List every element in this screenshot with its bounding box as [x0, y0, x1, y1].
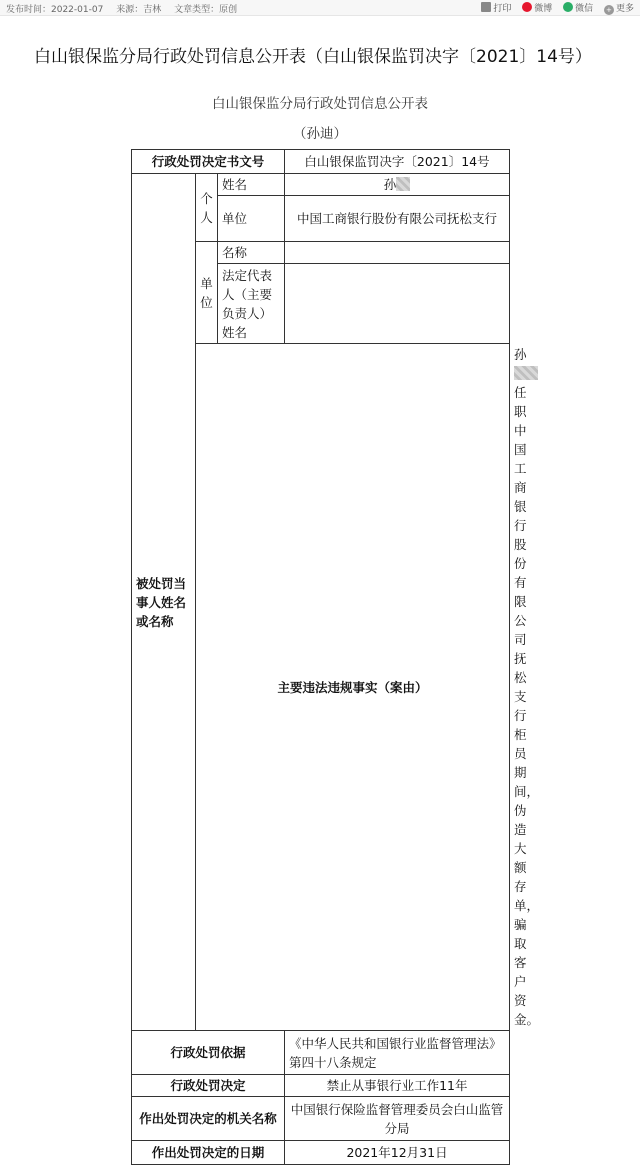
basis-value: 《中华人民共和国银行业监督管理法》第四十八条规定 — [285, 1031, 510, 1075]
article-type: 文章类型：原创 — [174, 5, 238, 15]
article-meta — [6, 2, 247, 15]
name-label: 姓名 — [218, 174, 285, 196]
legal-rep-label: 法定代表人（主要负责人）姓名 — [218, 264, 285, 344]
page-title: 白山银保监分局行政处罚信息公开表（白山银保监罚决字〔2021〕14号） — [34, 47, 592, 67]
org-name-value — [285, 242, 510, 264]
table-row — [132, 1031, 510, 1075]
decision-value: 禁止从事银行业工作11年 — [285, 1075, 510, 1097]
print-icon — [481, 2, 491, 12]
legal-rep-value — [285, 264, 510, 344]
print-button[interactable]: 打印 — [481, 1, 511, 14]
unit-value: 中国工商银行股份有限公司抚松支行 — [285, 196, 510, 242]
table-row — [132, 174, 510, 196]
basis-label: 行政处罚依据 — [132, 1031, 285, 1075]
share-weibo-button[interactable]: 微博 — [522, 1, 552, 14]
article-source: 来源：吉林 — [116, 5, 162, 15]
person-name-title: （孙迪） — [293, 126, 347, 142]
doc-number-value: 白山银保监罚决字〔2021〕14号 — [285, 150, 510, 174]
individual-label: 个人 — [196, 174, 218, 242]
redaction-mosaic — [514, 366, 538, 380]
more-button[interactable]: + 更多 — [604, 1, 634, 15]
name-value: 孙 — [285, 174, 510, 196]
wechat-icon — [563, 2, 573, 12]
decision-label: 行政处罚决定 — [132, 1075, 285, 1097]
share-wechat-button[interactable]: 微信 — [563, 1, 593, 14]
authority-value: 中国银行保险监督管理委员会白山监管分局 — [285, 1097, 510, 1141]
article-meta-bar — [0, 0, 640, 16]
table-row — [132, 1097, 510, 1141]
redaction-mosaic — [396, 177, 410, 191]
table-row — [132, 150, 510, 174]
date-label: 作出处罚决定的日期 — [132, 1141, 285, 1165]
party-label: 被处罚当事人姓名或名称 — [132, 174, 196, 1031]
weibo-icon — [522, 2, 532, 12]
more-icon: + — [604, 5, 614, 15]
facts-label: 主要违法违规事实（案由） — [196, 344, 510, 1031]
doc-number-label: 行政处罚决定书文号 — [132, 150, 285, 174]
unit-label: 单位 — [218, 196, 285, 242]
organization-label: 单位 — [196, 242, 218, 344]
table-row: 主要违法违规事实（案由） 孙任职中国工商银行股份有限公司抚松支行柜员期间，伪造大额存单，骗取客户资金。 — [132, 344, 510, 1031]
penalty-info-table — [131, 149, 540, 1165]
authority-label: 作出处罚决定的机关名称 — [132, 1097, 285, 1141]
table-row — [132, 1075, 510, 1097]
share-actions — [473, 1, 634, 15]
table-title: 白山银保监分局行政处罚信息公开表 — [212, 96, 428, 112]
table-row — [132, 1141, 510, 1165]
date-value: 2021年12月31日 — [285, 1141, 510, 1165]
publish-date: 发布时间：2022-01-07 — [6, 5, 104, 15]
org-name-label: 名称 — [218, 242, 285, 264]
